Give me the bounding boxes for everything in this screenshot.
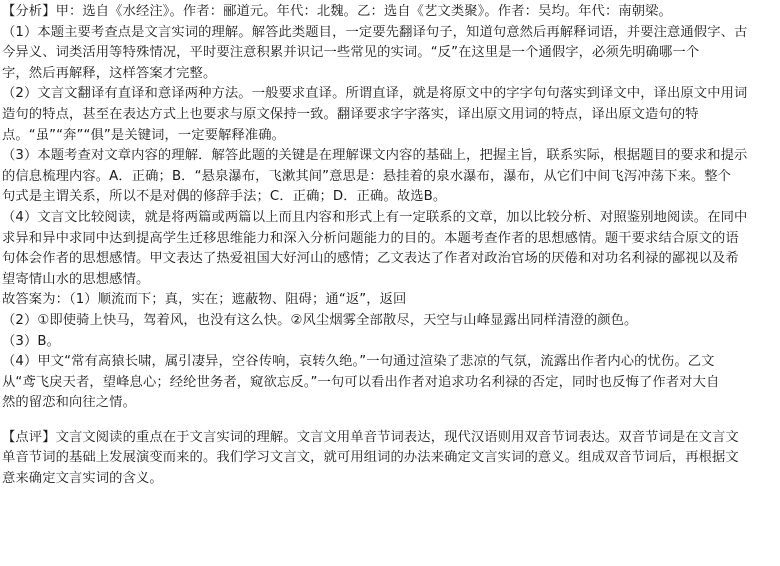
analysis-line: 求异和异中求同中达到提高学生迁移思维能力和深入分析问题能力的目的。本题考查作者的思想感情。题干要求结合原文的语 bbox=[2, 230, 739, 246]
answer-section bbox=[2, 290, 778, 414]
analysis-line: 句体会作者的思想感情。甲文表达了热爱祖国大好河山的感情；乙文表达了作者对政治官场的厌倦和对功名利禄的鄙视以及希 bbox=[2, 251, 739, 267]
answer-line: （4）甲文“常有高猿长啸，属引凄异，空谷传响，哀转久绝。”一句通过渲染了悲凉的气氛，流露出作者内心的忧伤。乙文 bbox=[2, 354, 715, 370]
analysis-line: 【分析】甲：选自《水经注》。作者：郦道元。年代：北魏。乙：选自《艺文类聚》。作者：吴均。年代：南朝梁。 bbox=[2, 4, 672, 19]
comment-line: 意来确定文言实词的含义。 bbox=[2, 471, 163, 487]
solution-document bbox=[2, 2, 778, 490]
answer-line: （3）B。 bbox=[2, 333, 60, 349]
answer-line: 从“鸢飞戾天者，望峰息心；经纶世务者，窥欲忘反。”一句可以看出作者对追求功名利禄的否定，同时也反悔了作者对大自 bbox=[2, 374, 720, 390]
answer-line: 然的留恋和向往之情。 bbox=[2, 395, 136, 411]
analysis-line: 的信息梳理内容。A．正确；B．“悬泉瀑布，飞漱其间”意思是：悬挂着的泉水瀑布，瀑布，从它们中间飞泻冲荡下来。整个 bbox=[2, 168, 732, 184]
analysis-line: （3）本题考查对文章内容的理解．解答此题的关键是在理解课文内容的基础上，把握主旨，联系实际，根据题目的要求和提示 bbox=[2, 148, 748, 164]
analysis-line: 造句的特点，甚至在表达方式上也要求与原文保持一致。翻译要求字字落实，译出原文用词的特点，译出原文造句的特 bbox=[2, 106, 699, 122]
comment-section bbox=[2, 428, 778, 490]
analysis-line: （4）文言文比较阅读，就是将两篇或两篇以上而且内容和形式上有一定联系的文章，加以比较分析、对照鉴别地阅读。在同中 bbox=[2, 209, 748, 225]
analysis-line: 字，然后再解释，这样答案才完整。 bbox=[2, 65, 217, 81]
answer-line: 故答案为：（1）顺流而下；真，实在；遮蔽物、阻碍；通“返”，返回 bbox=[2, 292, 407, 308]
analysis-line: （1）本题主要考查点是文言实词的理解。解答此类题目，一定要先翻译句子，知道句意然后再解释词语，并要注意通假字、古 bbox=[2, 24, 748, 40]
section-spacer bbox=[2, 414, 778, 428]
analysis-line: 句式是主谓关系，所以不是对偶的修辞手法；C．正确；D．正确。故选B。 bbox=[2, 189, 447, 205]
analysis-line: 点。“虽”“奔”“俱”是关键词，一定要解释准确。 bbox=[2, 127, 286, 143]
analysis-line: 今异义、词类活用等特殊情况，平时要注意积累并识记一些常见的实词。“反”在这里是一个通假字，必须先明确哪一个 bbox=[2, 45, 700, 61]
answer-line: （2）①即使骑上快马，驾着风，也没有这么快。②风尘烟雾全部散尽，天空与山峰显露出同样清澄的颜色。 bbox=[2, 312, 638, 328]
analysis-section bbox=[2, 2, 778, 290]
analysis-line: 望寄情山水的思想感情。 bbox=[2, 271, 150, 287]
comment-line: 单音节词的基础上发展演变而来的。我们学习文言文，就可用组词的办法来确定文言实词的意义。组成双音节词后，再根据文 bbox=[2, 450, 739, 466]
analysis-line: （2）文言文翻译有直译和意译两种方法。一般要求直译。所谓直译，就是将原文中的字字句句落实到译文中，译出原文中用词 bbox=[2, 86, 748, 102]
comment-line: 【点评】文言文阅读的重点在于文言实词的理解。文言文用单音节词表达，现代汉语则用双音节词表达。双音节词是在文言文 bbox=[2, 429, 739, 445]
